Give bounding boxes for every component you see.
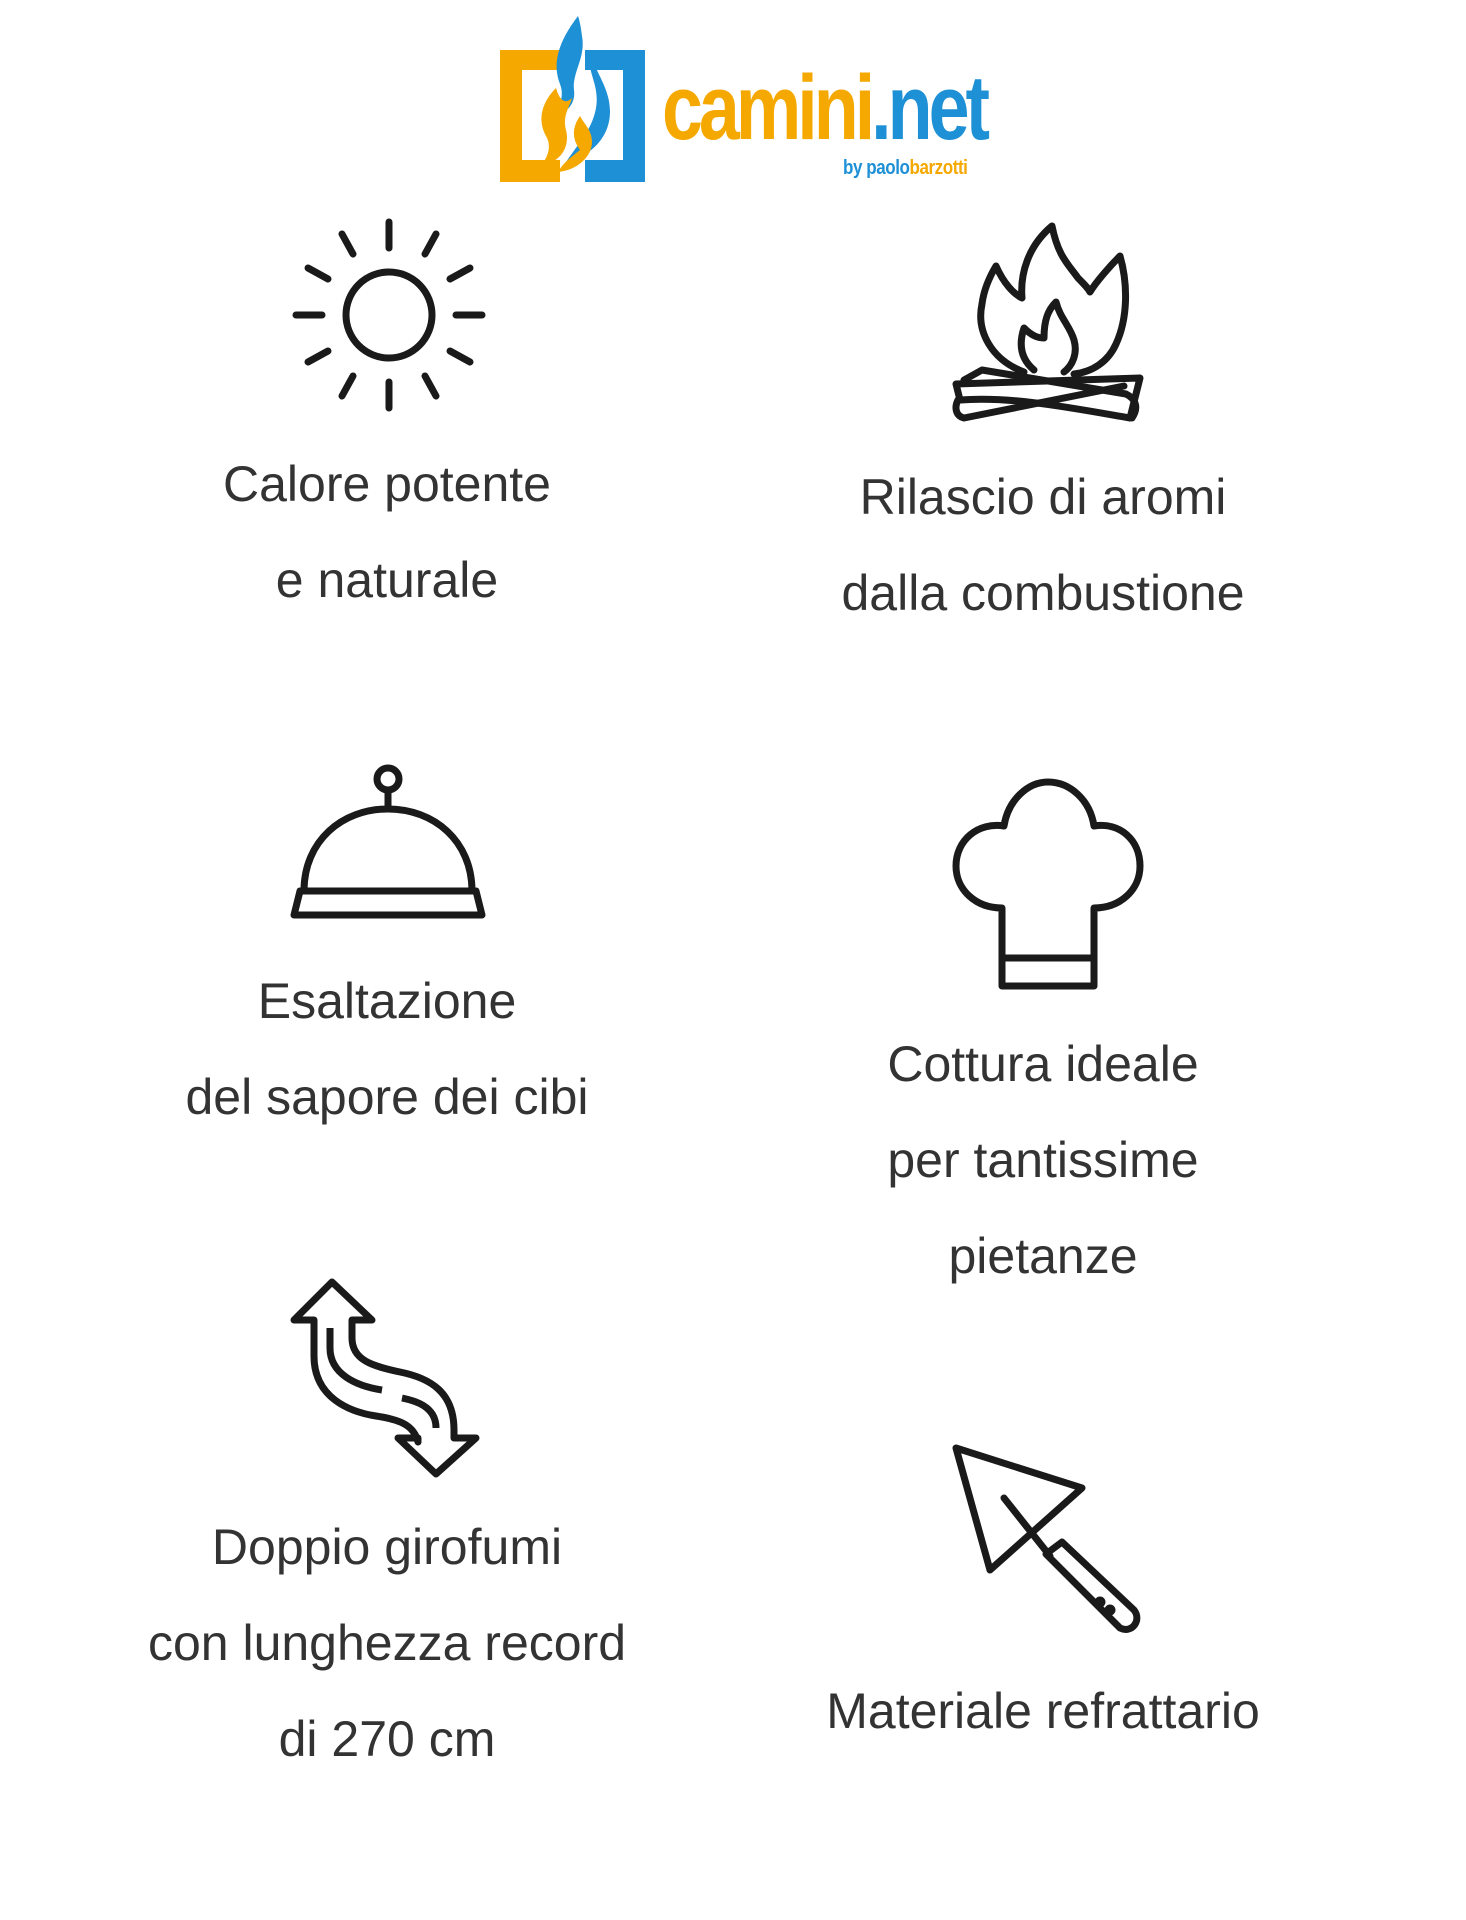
caption-line: Cottura ideale: [887, 1036, 1199, 1092]
logo-byline-name: barzotti: [909, 157, 968, 179]
caption-line: Doppio girofumi: [211, 1519, 563, 1575]
logo-name: camini: [662, 57, 872, 159]
chef-hat-icon: [950, 778, 1146, 990]
caption-line: Materiale refrattario: [826, 1683, 1260, 1739]
caption-line: Calore potente: [222, 456, 551, 512]
caption-line: Esaltazione: [257, 973, 517, 1029]
feature-caption-flue: [107, 1499, 667, 1787]
caption-line: e naturale: [275, 552, 499, 608]
caption-line: Rilascio di aromi: [859, 469, 1227, 525]
sun-icon: [294, 220, 484, 410]
flame-frame-logo-icon: [500, 12, 645, 187]
trowel-icon: [950, 1442, 1145, 1637]
double-arrow-icon: [290, 1278, 486, 1476]
feature-caption-flavour: [107, 953, 667, 1145]
caption-line: pietanze: [948, 1228, 1138, 1284]
logo-byline-prefix: by paolo: [843, 157, 910, 179]
campfire-icon: [952, 222, 1144, 427]
feature-caption-aromas: [763, 449, 1323, 641]
caption-line: del sapore dei cibi: [185, 1069, 589, 1125]
feature-caption-cooking: [763, 1016, 1323, 1304]
feature-caption-material: [763, 1663, 1323, 1759]
logo-tld: .net: [871, 57, 987, 159]
camini-net-logo[interactable]: [500, 12, 987, 187]
caption-line: per tantissime: [887, 1132, 1199, 1188]
feature-caption-heat: [107, 436, 667, 628]
cloche-icon: [290, 765, 486, 927]
caption-line: di 270 cm: [278, 1711, 496, 1767]
caption-line: con lunghezza record: [147, 1615, 627, 1671]
logo-byline: [843, 157, 967, 180]
caption-line: dalla combustione: [841, 565, 1245, 621]
logo-wordmark: [662, 57, 987, 159]
